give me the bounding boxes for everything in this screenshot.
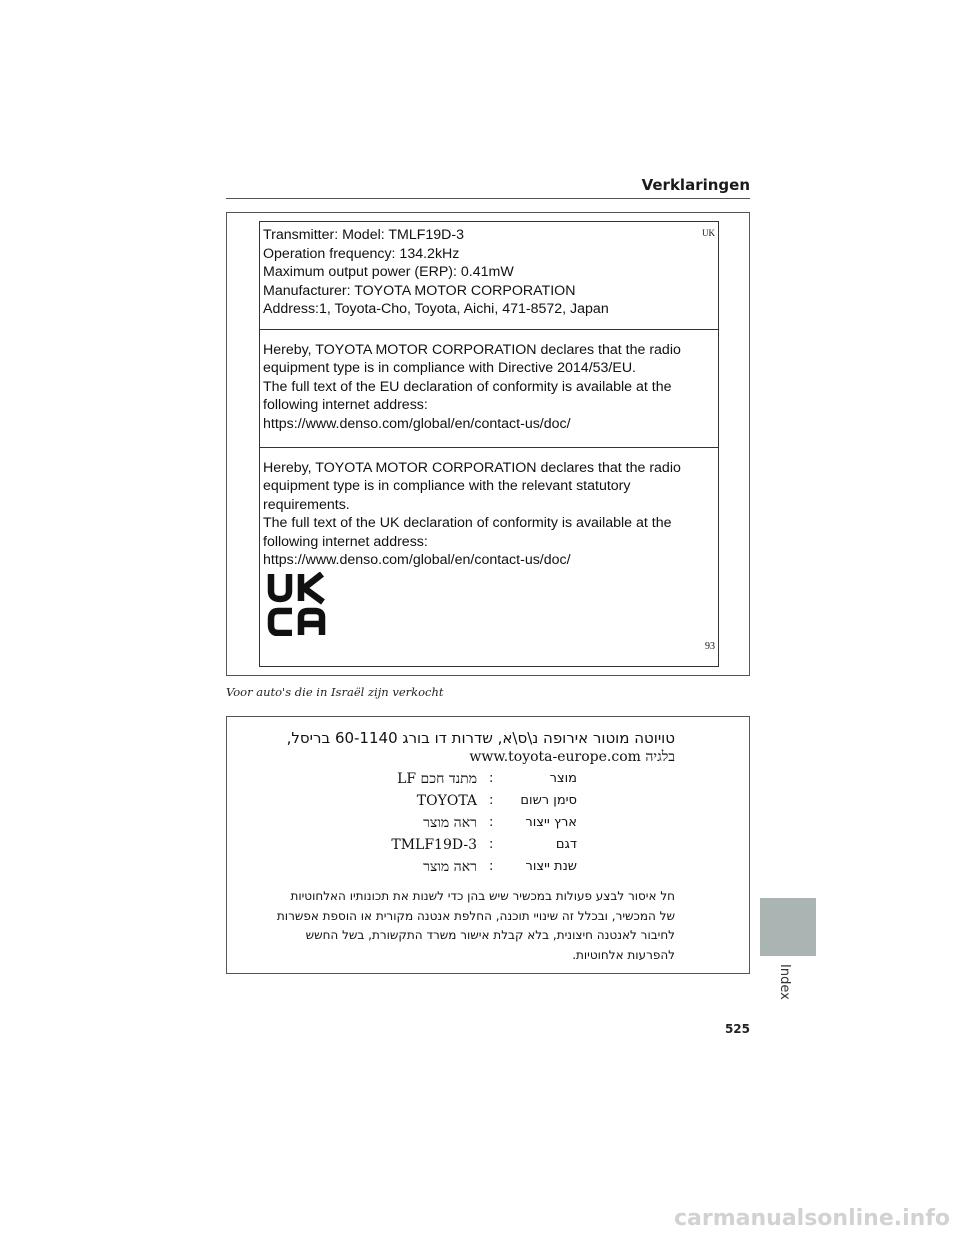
- index-tab-label[interactable]: Index: [777, 964, 792, 1000]
- spec-colon: :: [489, 771, 494, 786]
- eu-declaration-line: The full text of the EU declaration of conformity is available at the: [263, 378, 672, 395]
- israel-website: בלגיה www.toyota-europe.com: [469, 749, 675, 765]
- spec-row: [227, 859, 751, 881]
- israel-declaration-frame: [226, 716, 750, 974]
- israel-paragraph-line: חל איסור לבצע פעולות במכשיר שיש בהן כדי לשנות את תכונותיו האלחוטיות: [290, 889, 675, 903]
- transmitter-line: Manufacturer: TOYOTA MOTOR CORPORATION: [263, 282, 576, 299]
- israel-paragraph: [245, 887, 675, 965]
- ukca-mark-icon: [266, 572, 328, 636]
- eu-declaration-line: following internet address:: [263, 397, 428, 414]
- spec-value: TMLF19D-3: [391, 837, 477, 853]
- uk-declaration-line: following internet address:: [263, 533, 428, 550]
- transmitter-line: Maximum output power (ERP): 0.41mW: [263, 264, 514, 281]
- spec-colon: :: [489, 837, 494, 852]
- spec-value: ראה מוצר: [423, 815, 477, 831]
- spec-label: דגם: [555, 837, 577, 852]
- declaration-label: [259, 221, 719, 667]
- uk-declaration-line: The full text of the UK declaration of conformity is available at the: [263, 515, 672, 532]
- page-number: 525: [724, 1022, 750, 1036]
- uk-declaration-block: [260, 448, 718, 666]
- spec-colon: :: [489, 859, 494, 874]
- eu-declaration-frame: [226, 212, 750, 676]
- spec-row: [227, 837, 751, 859]
- spec-label: סימן רשום: [520, 793, 577, 808]
- eu-declaration-line: https://www.denso.com/global/en/contact-us/doc/: [263, 415, 571, 432]
- israel-paragraph-line: של המכשיר, ובכלל זה שינויי תוכנה, החלפת אנטנה מקורית או הוספת אפשרות: [276, 908, 675, 923]
- spec-label: מוצר: [549, 771, 577, 786]
- section-title: Verklaringen: [641, 176, 750, 194]
- uk-declaration-line: equipment type is in compliance with the relevant statutory: [263, 478, 631, 495]
- spec-row: [227, 771, 751, 793]
- israel-paragraph-line: להפרעות אלחוטיות.: [572, 947, 675, 962]
- spec-label: ארץ ייצור: [525, 815, 577, 830]
- spec-value: TOYOTA: [416, 793, 477, 809]
- index-tab[interactable]: [760, 898, 816, 956]
- transmitter-block: [260, 226, 718, 330]
- uk-declaration-line: Hereby, TOYOTA MOTOR CORPORATION declares that the radio: [263, 460, 681, 476]
- transmitter-line: Address:1, Toyota-Cho, Toyota, Aichi, 471-8572, Japan: [263, 301, 609, 318]
- uk-declaration-line: https://www.denso.com/global/en/contact-us/doc/: [263, 552, 571, 569]
- spec-value: מתנד חכם LF: [397, 771, 477, 787]
- transmitter-line: Transmitter: Model: TMLF19D-3: [263, 227, 465, 243]
- spec-colon: :: [489, 815, 494, 830]
- israel-paragraph-line: לחיבור לאנטנה חיצונית, בלא קבלת אישור משרד התקשורת, בשל החשש: [305, 928, 675, 942]
- eu-declaration-block: [260, 330, 718, 448]
- uk-declaration-line: requirements.: [263, 496, 350, 513]
- spec-colon: :: [489, 793, 494, 808]
- transmitter-line: Operation frequency: 134.2kHz: [263, 245, 460, 262]
- uk-tag: UK: [702, 228, 715, 238]
- eu-declaration-line: Hereby, TOYOTA MOTOR CORPORATION declares that the radio: [263, 342, 681, 358]
- watermark: carmanualsonline.info: [674, 1206, 950, 1231]
- eu-declaration-line: equipment type is in compliance with Directive 2014/53/EU.: [263, 360, 637, 377]
- section-divider: [226, 198, 750, 199]
- spec-row: [227, 793, 751, 815]
- israel-title: טויוטה מוטור אירופה נ\ס\א, שדרות דו בורג 60-1140 בריסל,: [286, 729, 675, 747]
- spec-label: שנת ייצור: [525, 859, 577, 874]
- israel-caption: Voor auto's die in Israël zijn verkocht: [226, 685, 444, 699]
- spec-value: ראה מוצר: [423, 859, 477, 875]
- page-reference: 93: [705, 641, 715, 652]
- spec-row: [227, 815, 751, 837]
